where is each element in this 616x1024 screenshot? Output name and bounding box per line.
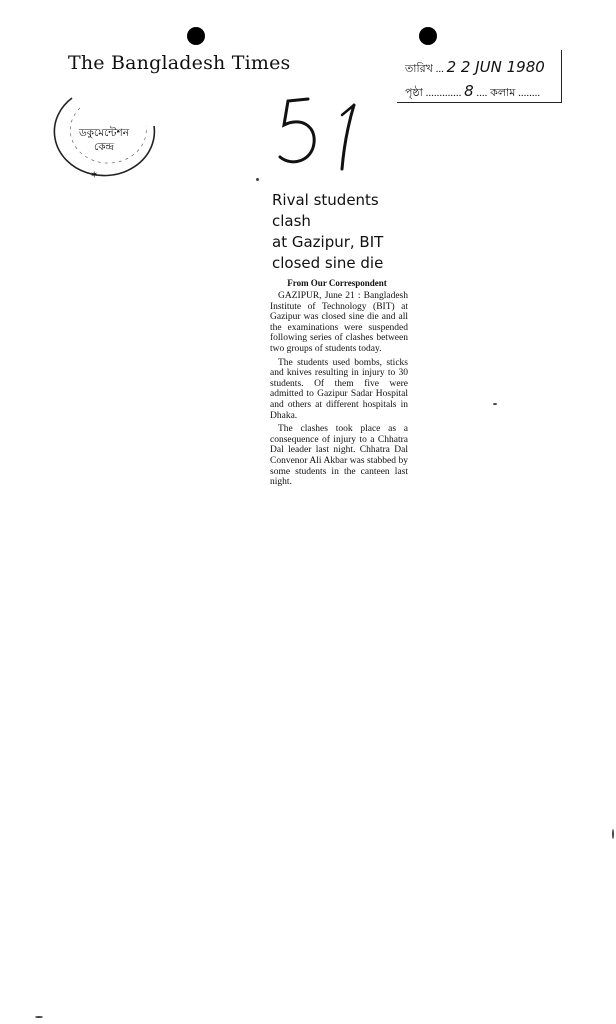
news-clipping [262, 190, 412, 488]
date-value: 2 2 JUN 1980 [446, 58, 545, 76]
date-label: তারিখ [405, 63, 433, 75]
newspaper-masthead: The Bangladesh Times [68, 52, 291, 74]
headline-line-2: at Gazipur, BIT [272, 233, 384, 251]
stamp-center-text-line1: ডকুমেন্টেশন [78, 127, 130, 139]
page-row: পৃষ্ঠা ............. 8 .... কলাম ........ [405, 82, 541, 100]
column-label: কলাম [490, 87, 516, 99]
svg-text:✶: ✶ [90, 170, 99, 181]
punch-hole-right [419, 27, 437, 45]
handwritten-reference-number [270, 95, 380, 175]
punch-hole-left [187, 27, 205, 45]
headline-line-1: Rival students clash [272, 191, 379, 230]
article-paragraph: GAZIPUR, June 21 : Bangladesh Institute of Technology (BIT) at Gazipur was closed sine die and all the examinations were suspended following series of clashes between two groups of students today. [270, 291, 408, 354]
date-row: তারিখ ... 2 2 JUN 1980 [405, 58, 545, 76]
page-value: 8 [464, 82, 474, 100]
scan-speck [612, 829, 614, 839]
byline: From Our Correspondent [287, 278, 387, 288]
scan-speck [256, 178, 259, 181]
article-paragraph: The clashes took place as a consequence of injury to a Chhatra Dal leader last night. Chhatra Dal Convenor Ali Akbar was stabbed by some students in the canteen last night. [270, 424, 408, 488]
page-label: পৃষ্ঠা [405, 87, 423, 99]
stamp-center-text-line2: কেন্দ্র [93, 141, 115, 153]
scan-speck [493, 403, 497, 405]
headline-line-3: closed sine die [272, 254, 384, 272]
article-paragraph: The students used bombs, sticks and knives resulting in injury to 30 students. Of them five were admitted to Gazipur Sadar Hospital and others at different hospitals in Dhaka. [270, 357, 408, 421]
documentation-centre-stamp [42, 86, 164, 182]
scan-speck [35, 1016, 43, 1018]
date-box [397, 50, 562, 103]
